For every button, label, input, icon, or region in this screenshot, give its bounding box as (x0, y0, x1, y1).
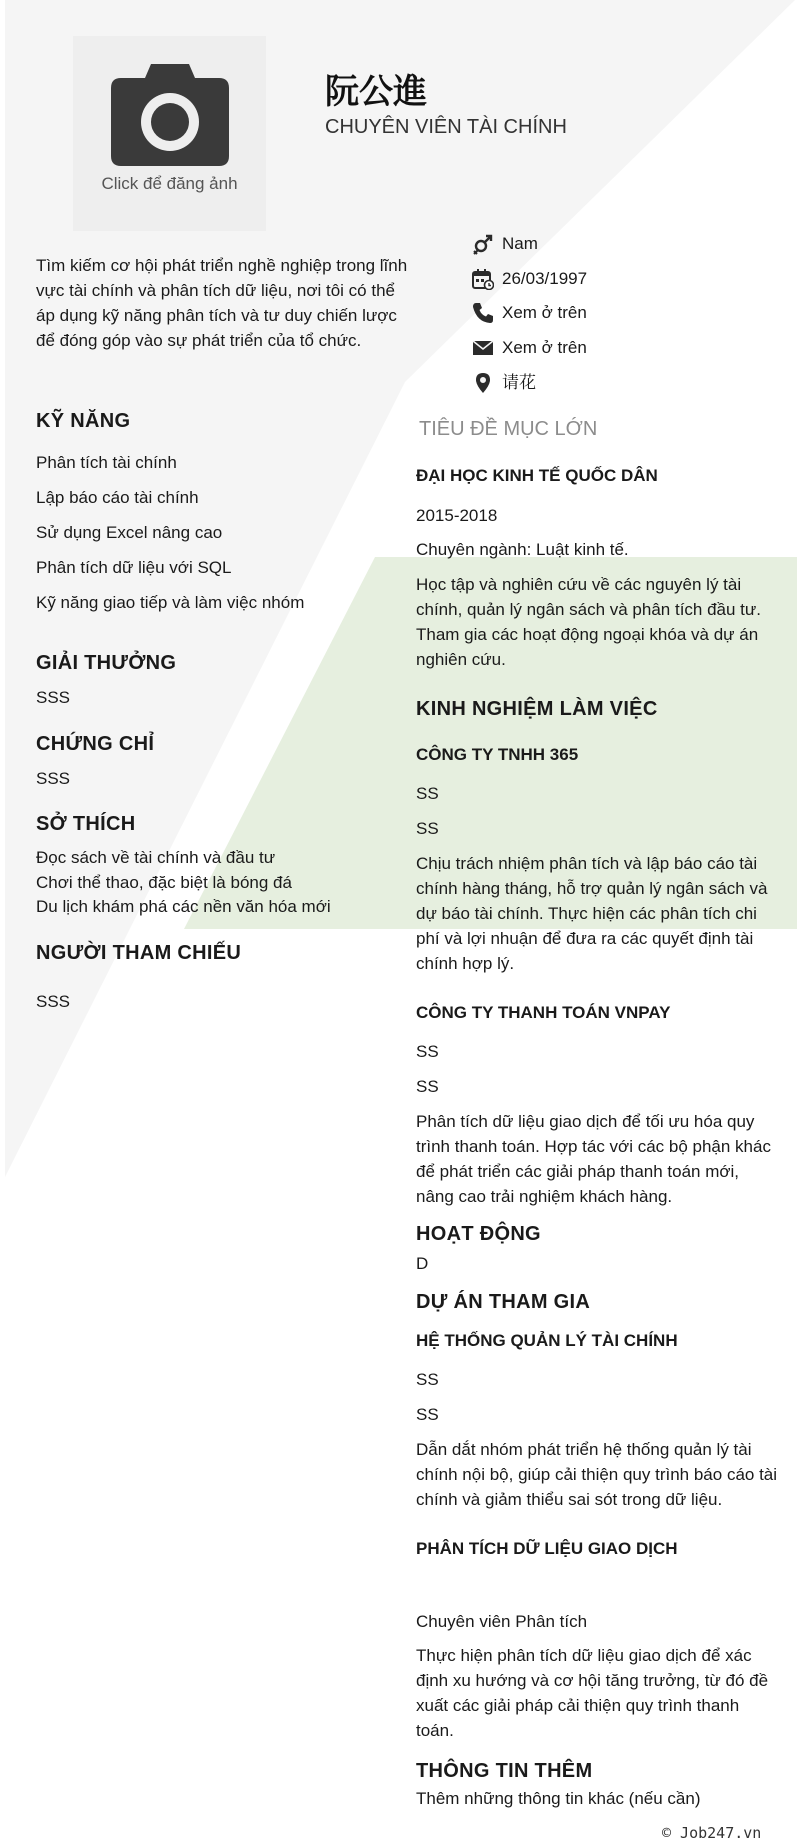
copyright-footer: © Job247.vn (662, 1824, 762, 1842)
hobby-item: Chơi thể thao, đặc biệt là bóng đá (36, 873, 292, 892)
project-line: SS (416, 1370, 439, 1389)
email-value: Xem ở trên (502, 338, 587, 357)
awards-heading: GIẢI THƯỞNG (36, 652, 177, 674)
certificates-heading: CHỨNG CHỈ (36, 733, 155, 755)
skill-item: Lập báo cáo tài chính (36, 488, 199, 507)
hobby-item: Du lịch khám phá các nền văn hóa mới (36, 897, 331, 916)
skill-item: Phân tích tài chính (36, 453, 177, 472)
gender-icon (472, 233, 494, 255)
email-row (472, 333, 772, 363)
company-name: CÔNG TY TNHH 365 (416, 745, 579, 764)
project-description: Thực hiện phân tích dữ liệu giao dịch để xác định xu hướng và cơ hội tăng trưởng, từ đó đề xuất các giải pháp cải thiện quy trình thanh toán. (416, 1646, 769, 1740)
job-line: SS (416, 1042, 439, 1061)
project-description: Dẫn dắt nhóm phát triển hệ thống quản lý tài chính nội bộ, giúp cải thiện quy trình báo cáo tài chính và giảm thiểu sai sót trong dữ liệu. (416, 1440, 778, 1509)
job-description: Phân tích dữ liệu giao dịch để tối ưu hóa quy trình thanh toán. Hợp tác với các bộ phận khác để phát triển các giải pháp thanh toán mới, nâng cao trải nghiệm khách hàng. (416, 1112, 771, 1206)
education-period: 2015-2018 (416, 506, 498, 525)
job-title: CHUYÊN VIÊN TÀI CHÍNH (325, 116, 567, 138)
phone-row (472, 298, 772, 328)
camera-icon (111, 64, 229, 166)
additional-info-content: Thêm những thông tin khác (nếu cần) (416, 1789, 701, 1808)
project-role: Chuyên viên Phân tích (416, 1612, 588, 1631)
candidate-name: 阮公進 (325, 72, 427, 112)
dob-value: 26/03/1997 (502, 269, 588, 288)
job-line: SS (416, 819, 439, 838)
project-line: SS (416, 1405, 439, 1424)
awards-content: SSS (36, 688, 71, 707)
phone-icon (472, 302, 494, 324)
skill-item: Phân tích dữ liệu với SQL (36, 558, 232, 577)
career-objective: Tìm kiếm cơ hội phát triển nghề nghiệp trong lĩnh vực tài chính và phân tích dữ liệu, nơi tôi có thể áp dụng kỹ năng phân tích và tư duy chiến lược để đóng góp vào sự phát triển của tổ chức. (36, 256, 408, 350)
references-content: SSS (36, 992, 71, 1011)
activities-content: D (416, 1254, 429, 1273)
hobby-item: Đọc sách về tài chính và đầu tư (36, 848, 276, 867)
job-line: SS (416, 784, 439, 803)
address-value: 请花 (502, 373, 536, 392)
skill-item: Sử dụng Excel nâng cao (36, 523, 223, 542)
address-row (472, 368, 772, 398)
photo-upload[interactable] (73, 36, 266, 231)
project-name: HỆ THỐNG QUẢN LÝ TÀI CHÍNH (416, 1331, 678, 1350)
activities-heading: HOẠT ĐỘNG (416, 1223, 541, 1245)
hobbies-heading: SỞ THÍCH (36, 813, 136, 835)
projects-heading: DỰ ÁN THAM GIA (416, 1291, 591, 1313)
education-description: Học tập và nghiên cứu về các nguyên lý tài chính, quản lý ngân sách và phân tích đầu tư. Tham gia các hoạt động ngoại khóa và dự án nghiên cứu. (416, 575, 762, 669)
gender-row (472, 229, 772, 259)
education-major: Chuyên ngành: Luật kinh tế. (416, 540, 629, 559)
job-line: SS (416, 1077, 439, 1096)
company-name: CÔNG TY THANH TOÁN VNPAY (416, 1003, 671, 1022)
photo-caption: Click để đăng ảnh (101, 174, 238, 193)
project-name: PHÂN TÍCH DỮ LIỆU GIAO DỊCH (416, 1539, 678, 1558)
job-description: Chịu trách nhiệm phân tích và lập báo cáo tài chính hàng tháng, hỗ trợ quản lý ngân sách và dự báo tài chính. Thực hiện các phân tích chi phí và lợi nhuận để đưa ra các quyết định tài chính hợp lý. (416, 854, 768, 973)
dob-row (472, 264, 772, 294)
email-icon (472, 337, 494, 359)
calendar-icon (472, 268, 494, 290)
skill-item: Kỹ năng giao tiếp và làm việc nhóm (36, 593, 305, 612)
phone-value: Xem ở trên (502, 303, 587, 322)
experience-heading: KINH NGHIỆM LÀM VIỆC (416, 698, 658, 720)
section-big-title: TIÊU ĐỀ MỤC LỚN (419, 418, 598, 440)
gender-value: Nam (502, 234, 538, 253)
references-heading: NGƯỜI THAM CHIẾU (36, 942, 242, 964)
additional-info-heading: THÔNG TIN THÊM (416, 1760, 593, 1782)
location-pin-icon (472, 372, 494, 394)
school-name: ĐẠI HỌC KINH TẾ QUỐC DÂN (416, 466, 658, 485)
certificates-content: SSS (36, 769, 71, 788)
skills-heading: KỸ NĂNG (36, 410, 131, 432)
